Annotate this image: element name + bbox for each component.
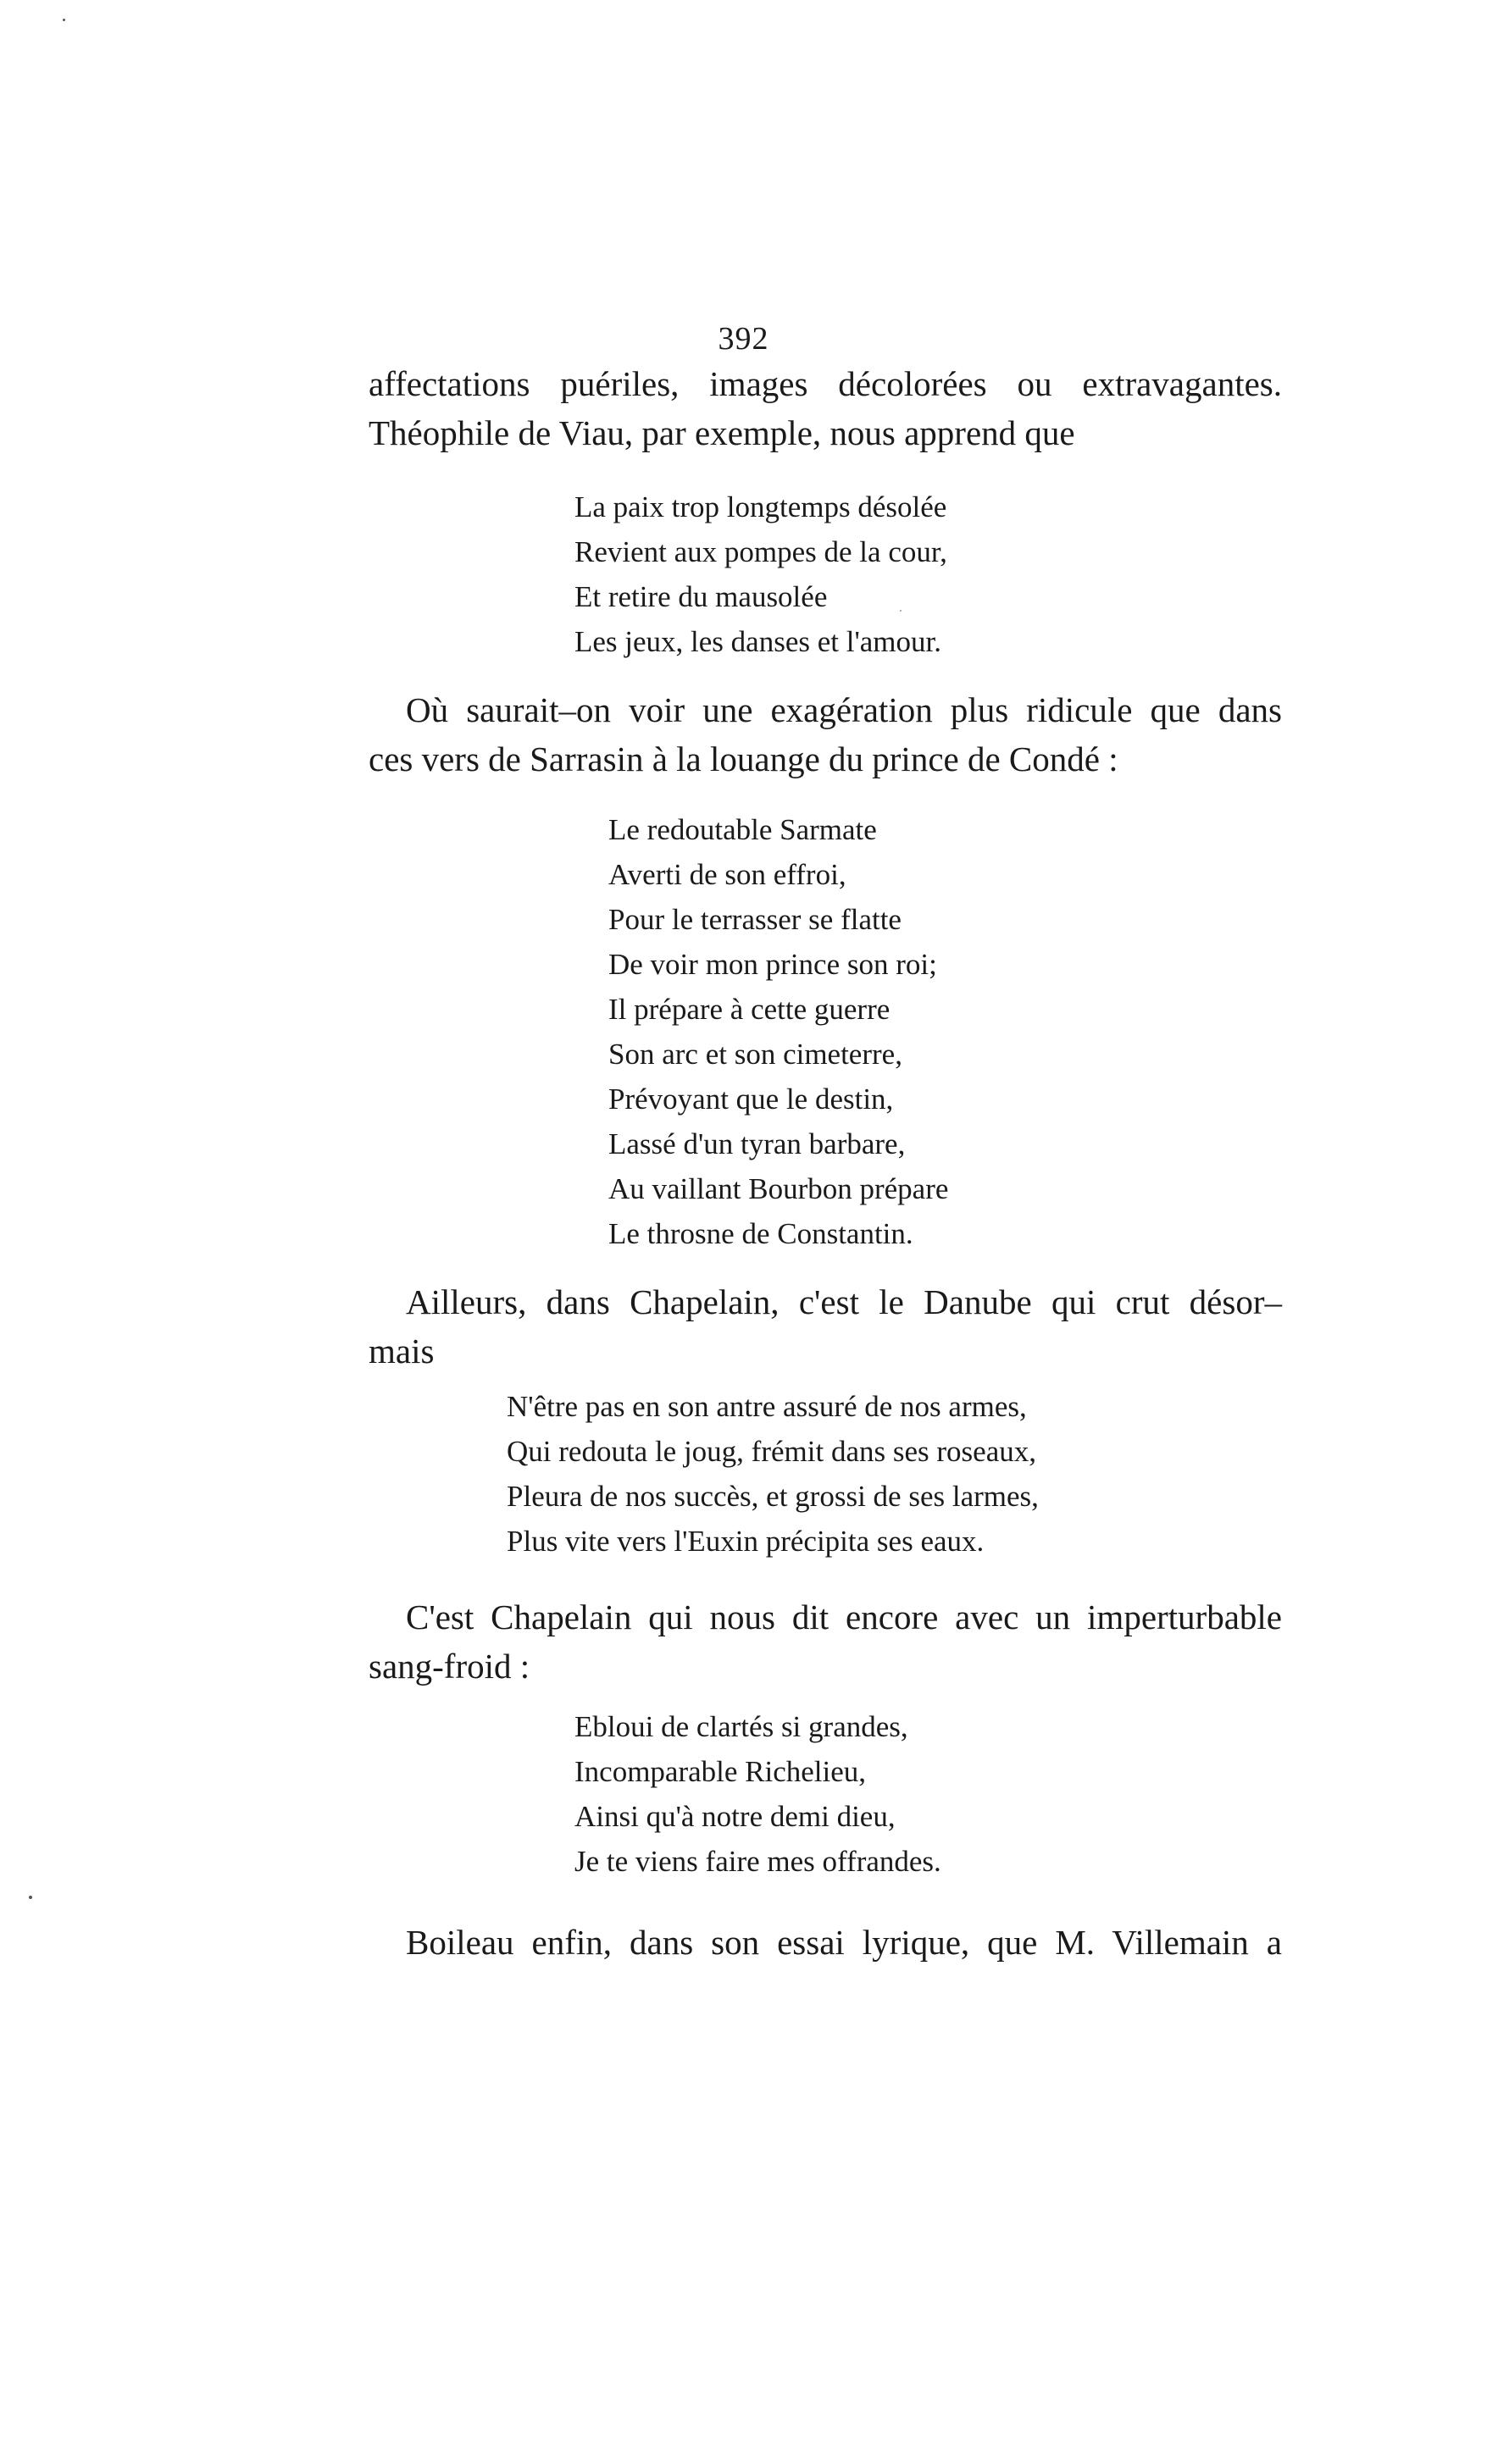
paragraph-1 [369,359,1282,457]
scan-speck [29,1896,32,1899]
verse-line: Plus vite vers l'Euxin précipita ses eaux. [507,1525,985,1558]
paragraph-2 [369,685,1282,783]
verse-3 [507,1384,1039,1564]
paragraph-line: Ailleurs, dans Chapelain, c'est le Danube qui crut désor– [406,1282,1282,1321]
verse-line: Pour le terrasser se flatte [608,903,902,936]
scan-speck [900,610,902,612]
verse-4 [574,1704,941,1884]
paragraph-4 [369,1592,1282,1691]
verse-1 [574,484,947,664]
paragraph-line: Boileau enfin, dans son essai lyrique, que M. Villemain a [406,1923,1282,1962]
verse-line: Ebloui de clartés si grandes, [574,1710,908,1743]
verse-line: Qui redouta le joug, frémit dans ses roseaux, [507,1435,1036,1468]
verse-line: Au vaillant Bourbon prépare [608,1172,949,1205]
verse-line: N'être pas en son antre assuré de nos armes, [507,1390,1027,1423]
paragraph-line: mais [369,1332,435,1370]
verse-line: Les jeux, les danses et l'amour. [574,625,942,658]
paragraph-5 [369,1918,1282,1967]
paragraph-line: ces vers de Sarrasin à la louange du prince de Condé : [369,739,1118,778]
page-number: 392 [718,321,769,357]
verse-line: Le redoutable Sarmate [608,813,877,846]
paragraph-line: Où saurait–on voir une exagération plus ridicule que dans [406,690,1282,729]
paragraph-3 [369,1277,1282,1376]
verse-line: Et retire du mausolée [574,580,828,613]
verse-line: Ainsi qu'à notre demi dieu, [574,1800,896,1833]
verse-line: Prévoyant que le destin, [608,1082,894,1116]
scan-speck [63,19,65,21]
paragraph-line: Théophile de Viau, par exemple, nous apprend que [369,413,1075,452]
verse-line: Averti de son effroi, [608,858,846,891]
verse-line: Son arc et son cimeterre, [608,1038,902,1071]
verse-line: Je te viens faire mes offrandes. [574,1845,941,1878]
paragraph-line: sang-froid : [369,1647,530,1686]
paragraph-line: affectations puériles, images décolorées ou extravagantes. [369,364,1282,403]
paragraph-line: C'est Chapelain qui nous dit encore avec un imperturbable [406,1597,1282,1636]
verse-line: La paix trop longtemps désolée [574,490,947,523]
verse-line: De voir mon prince son roi; [608,948,937,981]
verse-line: Revient aux pompes de la cour, [574,535,947,568]
verse-line: Lassé d'un tyran barbare, [608,1127,906,1160]
verse-line: Il prépare à cette guerre [608,993,891,1026]
verse-line: Pleura de nos succès, et grossi de ses larmes, [507,1480,1039,1513]
verse-2 [608,807,948,1256]
verse-line: Incomparable Richelieu, [574,1755,867,1788]
verse-line: Le throsne de Constantin. [608,1217,913,1250]
